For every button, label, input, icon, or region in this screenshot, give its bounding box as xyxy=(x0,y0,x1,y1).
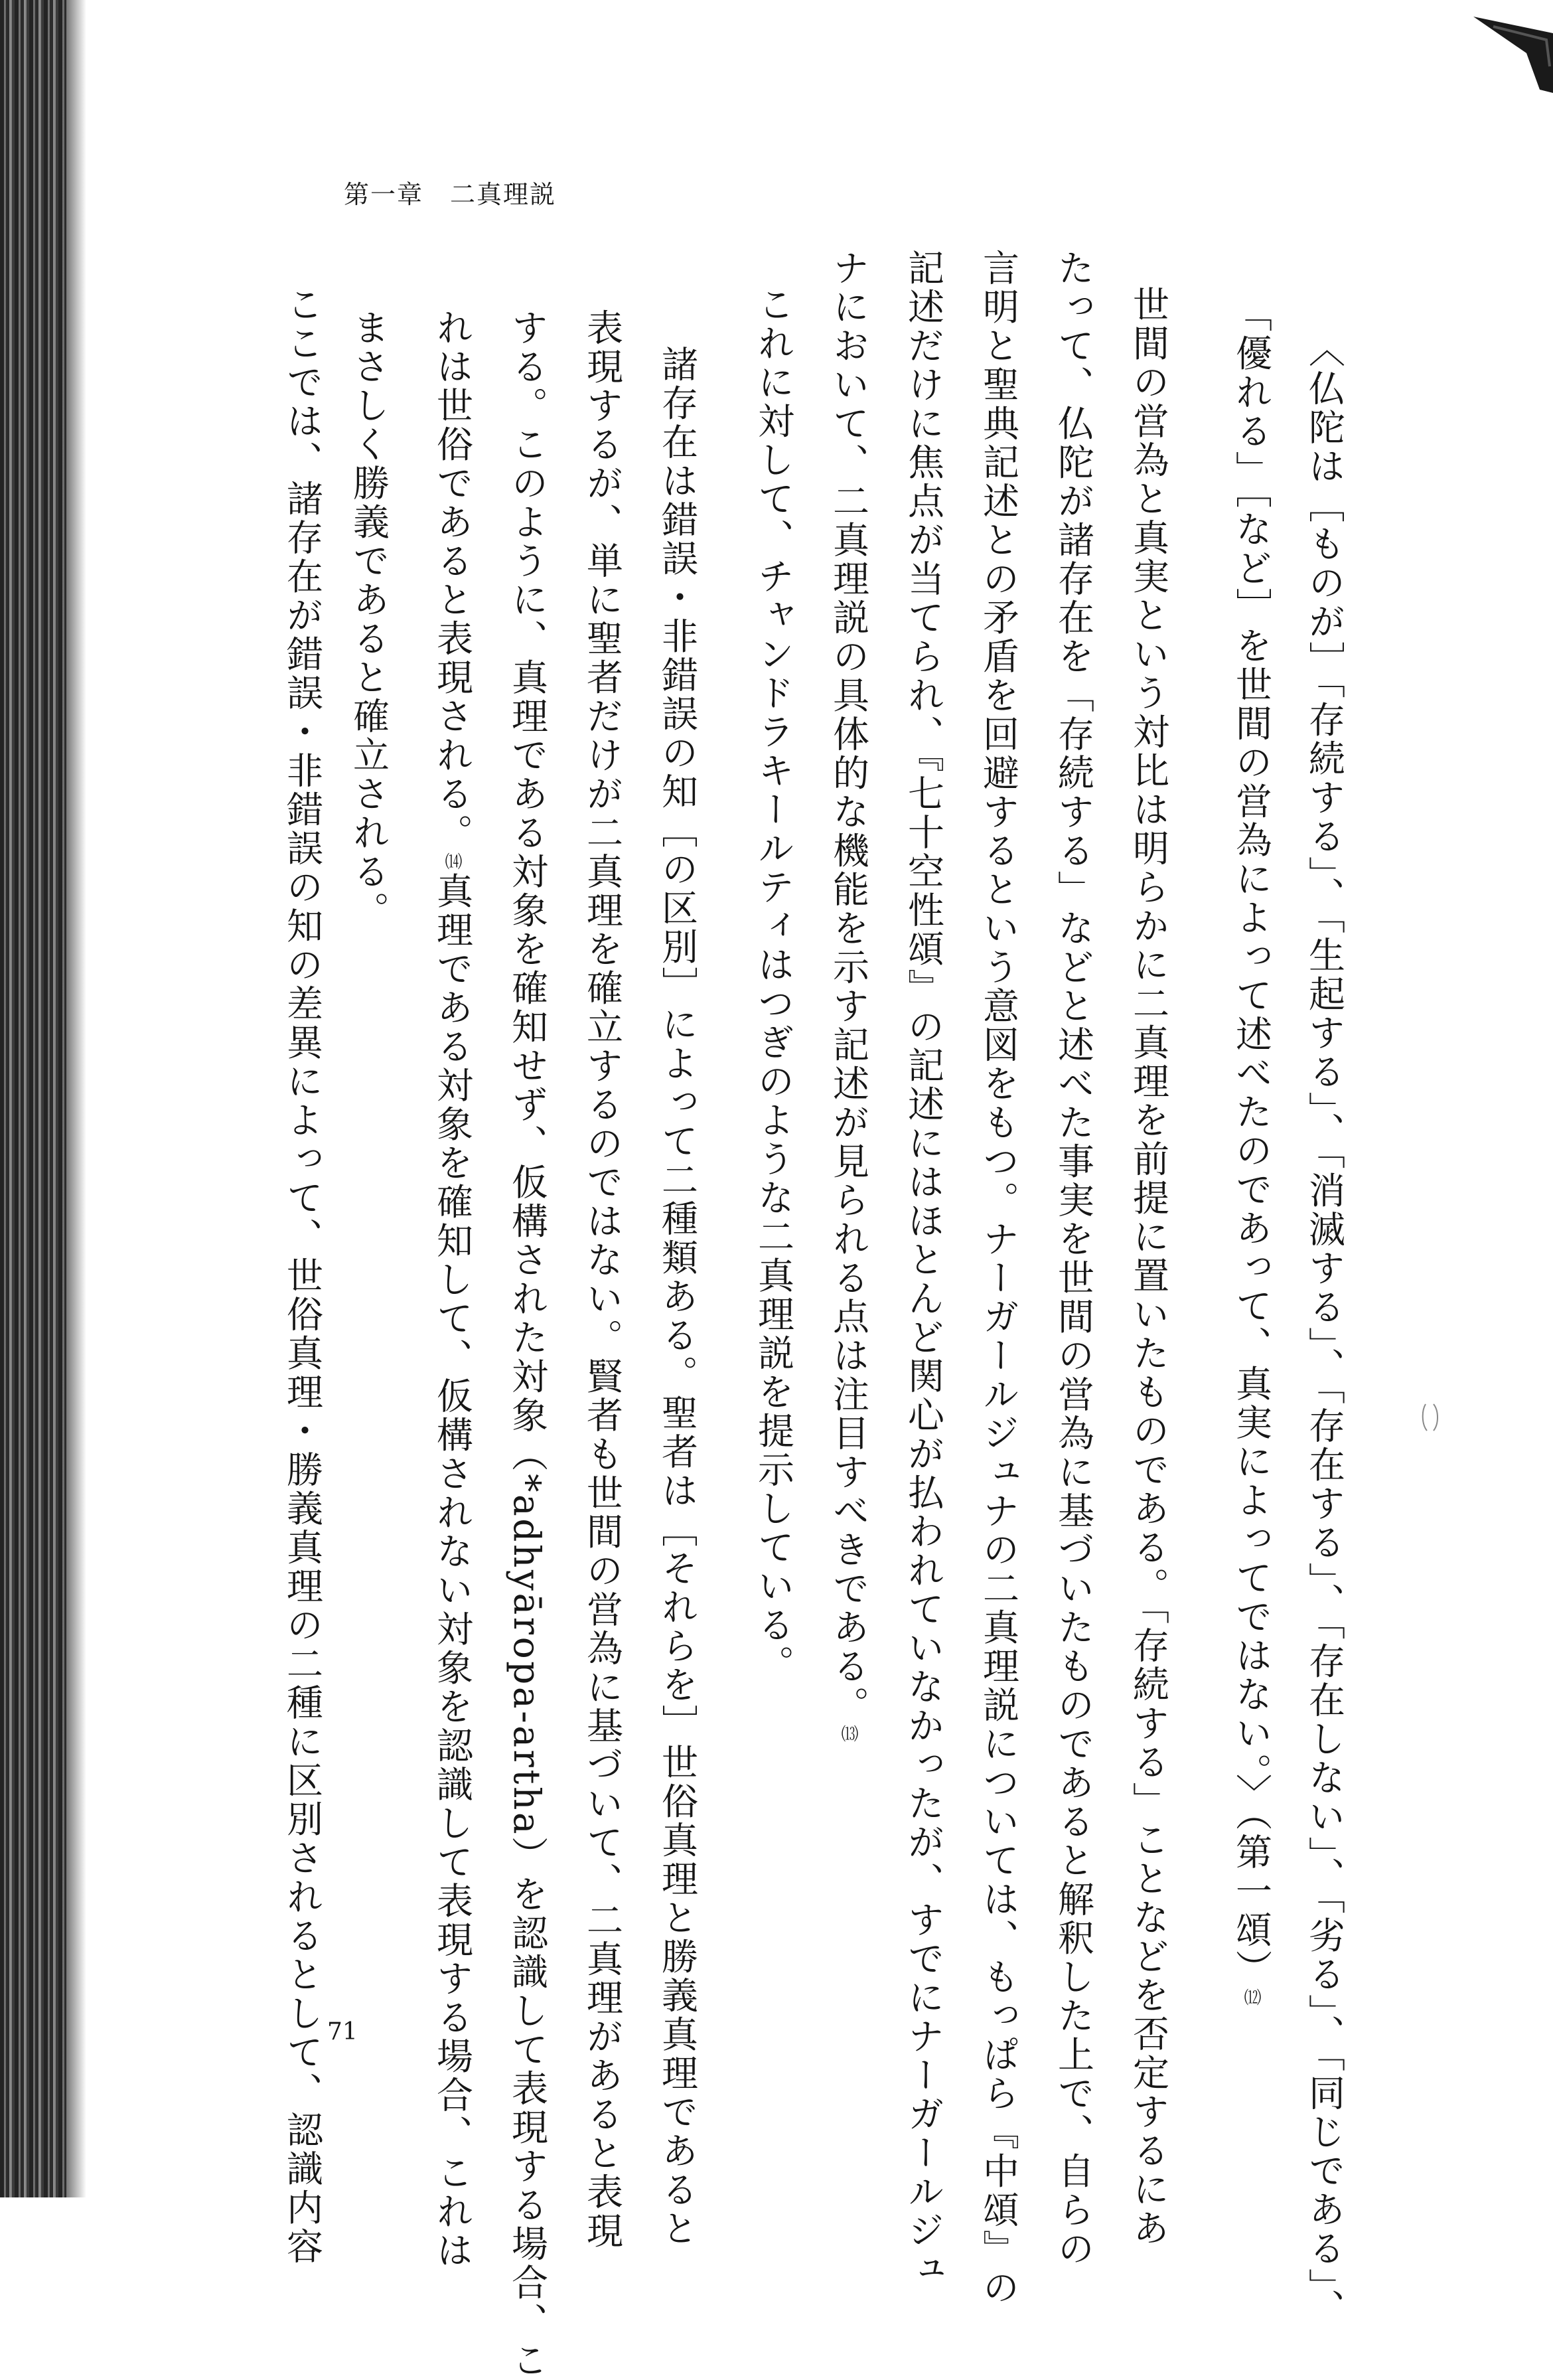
paragraph-3-line-1: ここでは、諸存在が錯誤・非錯誤の知の差異によって、世俗真理・勝義真理の二種に区別されるとして、認識内容 xyxy=(281,285,323,2266)
quote-2-line-2: 表現するが、単に聖者だけが二真理を確立するのではない。賢者も世間の営為に基づいて、二真理があると表現 xyxy=(581,309,623,2251)
scan-spine-fade xyxy=(66,0,86,2197)
quote-2-line-4-text-a: れは世俗であると表現される。 xyxy=(431,309,473,852)
page-corner-mark xyxy=(1473,13,1553,93)
page-number: 71 xyxy=(327,2018,358,2045)
paragraph-1-line-5 xyxy=(825,249,871,1745)
pencil-mark xyxy=(1420,1401,1440,1434)
paragraph-1-line-2: たって、仏陀が諸存在を「存続する」などと述べた事実を世間の営為に基づいたものであると解釈した上で、自らの xyxy=(1052,249,1094,2268)
quote-2-line-4 xyxy=(429,309,475,2270)
quote-2-line-4-text-b: 真理である対象を確知して、仮構されない対象を認識して表現する場合、これは xyxy=(431,872,473,2270)
quote-line-2 xyxy=(1228,295,1274,2008)
scan-spine-shadow xyxy=(0,0,73,2197)
footnote-ref-14: ⒁ xyxy=(442,852,462,872)
paragraph-1-line-5-text: ナにおいて、二真理説の具体的な機能を示す記述が見られる点は注目すべきである。 xyxy=(827,249,869,1725)
quote-line-1: 〈仏陀は［ものが］「存続する」、「生起する」、「消滅する」、「存在する」、「存在しない」、「劣る」、「同じである」、 xyxy=(1303,331,1345,2328)
running-header: 第一章 二真理説 xyxy=(344,180,557,209)
quote-2-line-3: する。このように、真理である対象を確知せず、仮構された対象（*adhyāropa-artha）を認識して表現する場合、こ xyxy=(506,309,548,2380)
paragraph-1-line-4: 記述だけに焦点が当てられ、『七十空性頌』の記述にはほとんど関心が払われていなかったが、すでにナーガールジュ xyxy=(902,249,944,2289)
paragraph-1-line-1: 世間の営為と真実という対比は明らかに二真理を前提に置いたものである。「存続する」ことなどを否定するにあ xyxy=(1127,285,1169,2248)
footnote-ref-12: ⑿ xyxy=(1241,1988,1261,2008)
quote-2-line-1: 諸存在は錯誤・非錯誤の知［の区別］によって二種類ある。聖者は［それらを］世俗真理と勝義真理であると xyxy=(656,345,698,2249)
paragraph-2-line-1: これに対して、チャンドラキールティはつぎのような二真理説を提示している。 xyxy=(752,285,794,1684)
footnote-ref-13: ⒀ xyxy=(838,1725,858,1745)
paragraph-1-line-3: 言明と聖典記述との矛盾を回避するという意図をもつ。ナーガールジュナの二真理説については、もっぱら『中頌』の xyxy=(977,249,1019,2308)
quote-line-2-text: 「優れる」［など］を世間の営為によって述べたのであって、真実によってではない。〉（第一頌） xyxy=(1230,295,1272,1988)
quote-2-line-5: まさしく勝義であると確立される。 xyxy=(347,309,390,930)
